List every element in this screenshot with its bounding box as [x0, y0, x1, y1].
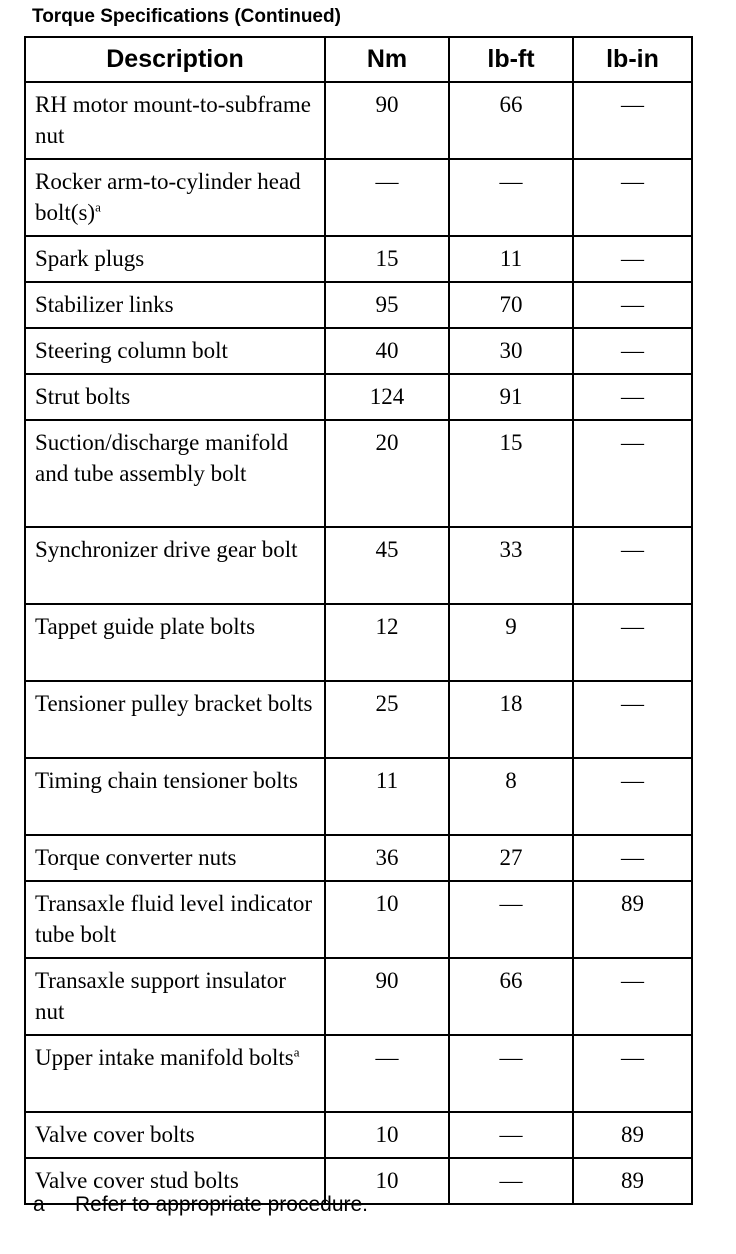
footnote-ref: a [293, 1044, 300, 1060]
nm-cell: 15 [325, 236, 449, 282]
description-text: Valve cover bolts [35, 1122, 195, 1147]
nm-cell: 10 [325, 881, 449, 958]
table-header-row [25, 37, 692, 82]
lb-ft-cell: 91 [449, 374, 573, 420]
lb-in-cell: — [573, 328, 692, 374]
nm-cell: 36 [325, 835, 449, 881]
table-row [25, 835, 692, 881]
lb-ft-cell: 18 [449, 681, 573, 758]
description-cell [25, 82, 325, 159]
header-lb-in: lb-in [573, 37, 692, 82]
lb-ft-cell: 33 [449, 527, 573, 604]
nm-cell: 25 [325, 681, 449, 758]
description-text: Suction/discharge manifold and tube assembly bolt [35, 430, 289, 486]
nm-cell: 124 [325, 374, 449, 420]
table-row [25, 236, 692, 282]
nm-cell: 90 [325, 958, 449, 1035]
lb-ft-cell: 66 [449, 82, 573, 159]
lb-in-cell: — [573, 681, 692, 758]
description-text: Strut bolts [35, 384, 131, 409]
description-text: Rocker arm-to-cylinder head bolt(s) [35, 169, 301, 225]
lb-in-cell: — [573, 236, 692, 282]
lb-ft-cell: 70 [449, 282, 573, 328]
description-cell [25, 604, 325, 681]
description-text: Tappet guide plate bolts [35, 614, 256, 639]
description-cell [25, 1112, 325, 1158]
table-row [25, 681, 692, 758]
description-cell [25, 835, 325, 881]
lb-ft-cell: — [449, 1035, 573, 1112]
lb-in-cell: — [573, 527, 692, 604]
description-text: Upper intake manifold bolts [35, 1045, 294, 1070]
description-text: Synchronizer drive gear bolt [35, 537, 298, 562]
footnote-text: Refer to appropriate procedure. [75, 1193, 369, 1216]
nm-cell: 45 [325, 527, 449, 604]
footnote-mark: a [33, 1193, 45, 1216]
nm-cell: — [325, 159, 449, 236]
description-cell [25, 374, 325, 420]
nm-cell: 95 [325, 282, 449, 328]
lb-in-cell: 89 [573, 1158, 692, 1204]
lb-ft-cell: 15 [449, 420, 573, 527]
table-row [25, 1112, 692, 1158]
lb-ft-cell: 66 [449, 958, 573, 1035]
description-cell [25, 282, 325, 328]
description-cell [25, 159, 325, 236]
nm-cell: 90 [325, 82, 449, 159]
description-cell [25, 958, 325, 1035]
footnote-ref: a [95, 199, 101, 215]
nm-cell: 12 [325, 604, 449, 681]
footnote [33, 1193, 368, 1217]
lb-in-cell: — [573, 159, 692, 236]
lb-in-cell: — [573, 604, 692, 681]
description-cell [25, 881, 325, 958]
description-cell [25, 1035, 325, 1112]
lb-in-cell: — [573, 758, 692, 835]
description-cell [25, 527, 325, 604]
lb-ft-cell: 27 [449, 835, 573, 881]
description-text: Stabilizer links [35, 292, 174, 317]
lb-in-cell: — [573, 1035, 692, 1112]
table-row [25, 420, 692, 527]
nm-cell: — [325, 1035, 449, 1112]
lb-ft-cell: 11 [449, 236, 573, 282]
nm-cell: 40 [325, 328, 449, 374]
table-row [25, 282, 692, 328]
table-row [25, 881, 692, 958]
table-row [25, 82, 692, 159]
description-cell [25, 328, 325, 374]
description-text: Transaxle fluid level indicator tube bolt [35, 891, 312, 947]
lb-in-cell: — [573, 835, 692, 881]
description-cell [25, 758, 325, 835]
description-cell [25, 420, 325, 527]
description-text: Tensioner pulley bracket bolts [35, 691, 313, 716]
lb-ft-cell: — [449, 159, 573, 236]
description-text: Steering column bolt [35, 338, 228, 363]
description-cell [25, 236, 325, 282]
description-text: Transaxle support insulator nut [35, 968, 286, 1024]
nm-cell: 11 [325, 758, 449, 835]
page-title: Torque Specifications (Continued) [32, 6, 341, 27]
lb-ft-cell: — [449, 1112, 573, 1158]
lb-ft-cell: 8 [449, 758, 573, 835]
table-row [25, 527, 692, 604]
lb-in-cell: 89 [573, 1112, 692, 1158]
description-text: Valve cover stud bolts [35, 1168, 239, 1193]
lb-ft-cell: 9 [449, 604, 573, 681]
lb-in-cell: — [573, 82, 692, 159]
lb-ft-cell: 30 [449, 328, 573, 374]
header-description: Description [25, 37, 325, 82]
nm-cell: 20 [325, 420, 449, 527]
lb-in-cell: — [573, 282, 692, 328]
lb-in-cell: 89 [573, 881, 692, 958]
nm-cell: 10 [325, 1158, 449, 1204]
table-row [25, 159, 692, 236]
lb-ft-cell: — [449, 881, 573, 958]
description-text: Torque converter nuts [35, 845, 237, 870]
lb-in-cell: — [573, 420, 692, 527]
table-row [25, 1035, 692, 1112]
table-row [25, 758, 692, 835]
lb-in-cell: — [573, 958, 692, 1035]
nm-cell: 10 [325, 1112, 449, 1158]
description-cell [25, 681, 325, 758]
table-row [25, 958, 692, 1035]
table-row [25, 604, 692, 681]
lb-in-cell: — [573, 374, 692, 420]
torque-spec-table [24, 36, 693, 1205]
lb-ft-cell: — [449, 1158, 573, 1204]
table-row [25, 374, 692, 420]
header-nm: Nm [325, 37, 449, 82]
table-row [25, 328, 692, 374]
description-text: RH motor mount-to-subframe nut [35, 92, 311, 148]
header-lb-ft: lb-ft [449, 37, 573, 82]
description-text: Timing chain tensioner bolts [35, 768, 299, 793]
description-text: Spark plugs [35, 246, 145, 271]
